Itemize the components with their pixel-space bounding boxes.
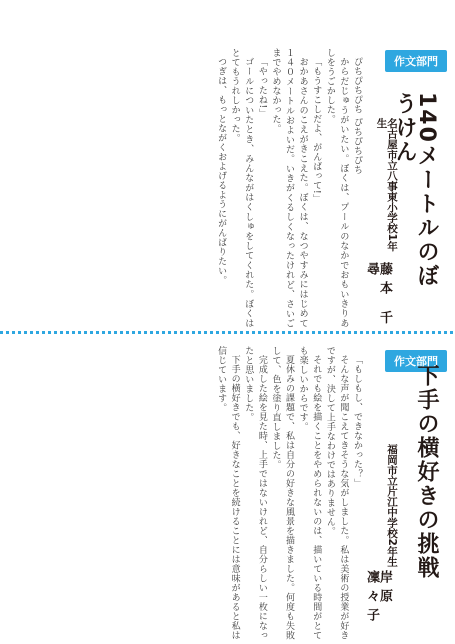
paragraph: ぴちぴちぴち ぴちぴちぴち (352, 57, 362, 175)
school-name: 名古屋市立八事東小学校1年生 (375, 118, 398, 252)
paragraph: それでも絵を描くことをやめられないのは、描いている時間がとても楽しいからです。 (297, 346, 322, 640)
paragraph: 「やったね!」 (256, 57, 267, 119)
category-badge: 作文部門 (385, 350, 447, 372)
category-badge: 作文部門 (385, 50, 447, 72)
essay-body (4, 346, 363, 640)
paragraph: 「もしもし、できなかった？」 (352, 355, 362, 488)
essay-section-2 (0, 334, 455, 644)
paragraph: 完成した絵を見た時、上手ではないけれど、自分らしい一枚になったと思いました。 (243, 346, 267, 640)
paragraph: 夏休みの課題で、私は自分の好きな風景を描きました。何度も失敗して、色を塗り直しました。 (270, 346, 295, 640)
paragraph: おかあさんのこえがきこえた。ぼくは、なつやすみにはじめて１４０メートルおよいだ。いきがくるしくなったけれど、さいごまでやめなかった。 (270, 48, 308, 328)
paragraph: ゴールについたとき、みんながはくしゅをしてくれた。ぼくはとてもうれしかった。 (229, 48, 254, 328)
essay-body (4, 48, 363, 328)
author-name: 藤本 千尋 (364, 262, 392, 330)
school-name: 福岡市立片江中学校2年生 (386, 444, 398, 567)
paragraph: 「もうすこしだよ、がんばって!」 (311, 57, 322, 204)
paragraph: 下手の横好きでも、好きなことを続けることには意味があると私は信じています。 (216, 346, 240, 640)
paragraph: つぎは、もっとながくおよげるようにがんばりたい。 (216, 57, 227, 285)
paragraph: そんな声が聞こえてきそうな気がしました。私は美術の授業が好きですが、決して上手なわけではありません。 (324, 346, 349, 640)
author-name: 岸原 凜々子 (364, 570, 392, 627)
essay-title: 140メートルのぼうけん (392, 92, 439, 288)
essay-title: 下手の横好きの挑戦 (414, 364, 439, 580)
paragraph: からだじゅうがいたい。ぼくは、プールのなかでおもいきりあしをうごかした。 (324, 48, 349, 328)
